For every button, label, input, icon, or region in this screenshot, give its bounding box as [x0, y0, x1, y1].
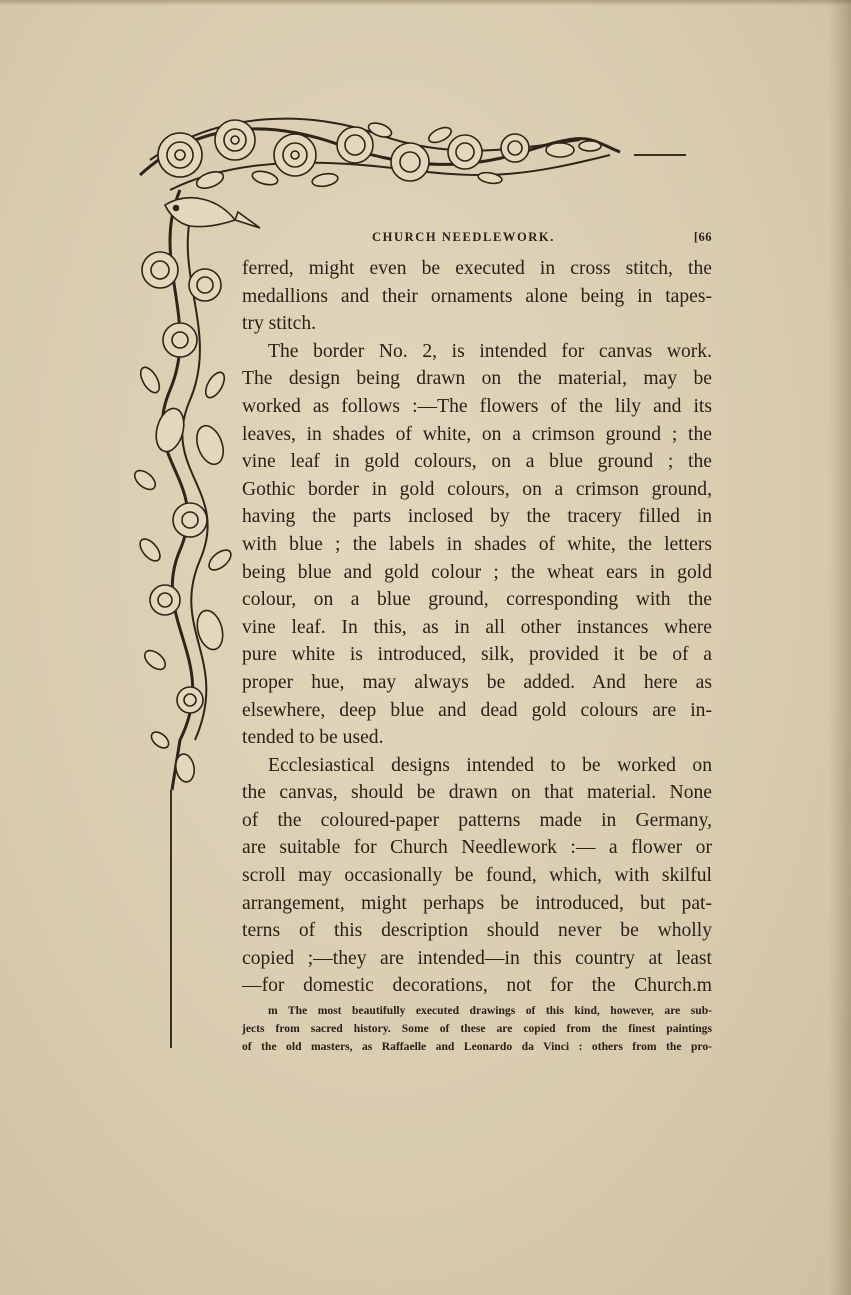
- text-line: try stitch.: [242, 313, 317, 335]
- text-line: elsewhere, deep blue and dead gold colours are in-: [242, 699, 712, 721]
- text-line: leaves, in shades of white, on a crimson ground ; the: [242, 423, 712, 445]
- page-header: [372, 227, 712, 249]
- text-line: proper hue, may always be added. And here as: [242, 671, 712, 693]
- page-top-shadow: [0, 0, 851, 6]
- text-line: being blue and gold colour ; the wheat ears in gold: [242, 561, 712, 583]
- text-line: having the parts inclosed by the tracery filled in: [242, 506, 712, 528]
- text-line: copied ;—they are intended—in this country at least: [242, 947, 712, 969]
- text-line: worked as follows :—The flowers of the lily and its: [242, 395, 712, 417]
- text-line: with blue ; the labels in shades of white, the letters: [242, 533, 712, 555]
- footnote-line: m The most beautifully executed drawings of this kind, however, are sub-: [268, 1004, 712, 1017]
- text-line: Gothic border in gold colours, on a crimson ground,: [242, 478, 712, 500]
- text-line: terns of this description should never be wholly: [242, 920, 712, 942]
- footnote-line: jects from sacred history. Some of these are copied from the finest paintings: [242, 1022, 712, 1035]
- text-line: are suitable for Church Needlework :— a flower or: [242, 837, 712, 859]
- footnote: [242, 1002, 712, 1056]
- page-number: [66: [693, 230, 712, 244]
- text-line: arrangement, might perhaps be introduced, but pat-: [242, 892, 712, 914]
- text-line: Ecclesiastical designs intended to be worked on: [268, 754, 712, 776]
- text-line: medallions and their ornaments alone being in tapes-: [242, 285, 712, 307]
- text-line: vine leaf. In this, as in all other instances where: [242, 616, 712, 638]
- footnote-line: of the old masters, as Raffaelle and Leonardo da Vinci : others from the pro-: [242, 1040, 712, 1053]
- text-line: —for domestic decorations, not for the Church.m: [242, 975, 712, 997]
- text-line: vine leaf in gold colours, on a blue ground ; the: [242, 451, 712, 473]
- page-gutter-shadow: [829, 0, 851, 1295]
- text-line: the canvas, should be drawn on that material. None: [242, 782, 712, 804]
- text-line: of the coloured-paper patterns made in Germany,: [242, 809, 712, 831]
- text-line: tended to be used.: [242, 727, 384, 749]
- ornament-tail-rule: [634, 154, 686, 156]
- ornament-vertical-rule: [170, 790, 172, 1048]
- text-line: scroll may occasionally be found, which, with skilful: [242, 865, 712, 887]
- text-line: The design being drawn on the material, may be: [242, 368, 712, 390]
- text-line: colour, on a blue ground, corresponding with the: [242, 589, 712, 611]
- text-line: pure white is introduced, silk, provided it be of a: [242, 644, 712, 666]
- body-text: [242, 255, 712, 1000]
- running-title: CHURCH NEEDLEWORK.: [372, 230, 555, 244]
- text-line: ferred, might even be executed in cross stitch, the: [242, 258, 712, 279]
- text-line: The border No. 2, is intended for canvas work.: [268, 340, 712, 362]
